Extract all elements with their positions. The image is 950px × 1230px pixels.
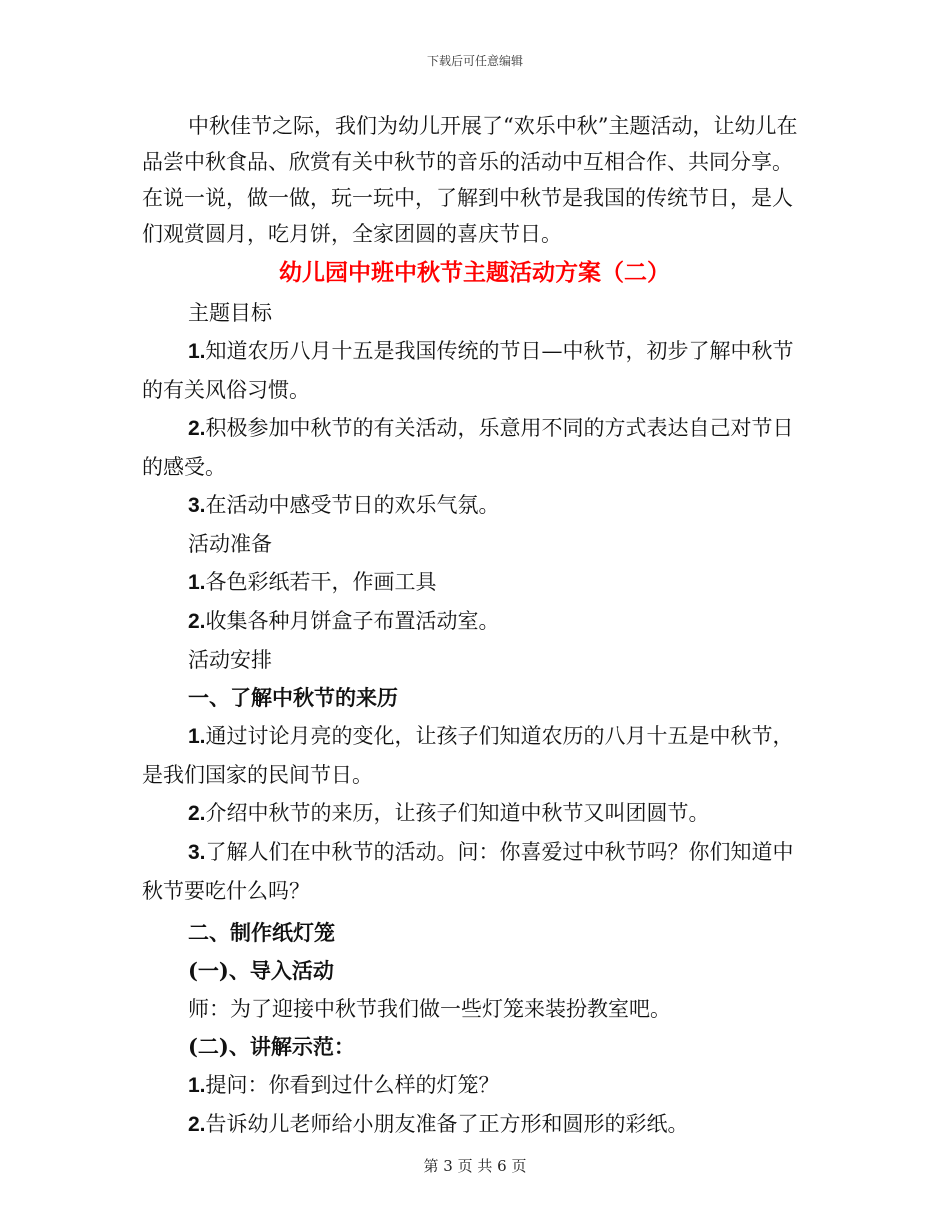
section1-heading: 一、了解中秋节的来历 bbox=[188, 685, 398, 710]
section2-text: 提问：你看到过什么样的灯笼？ bbox=[205, 1073, 500, 1097]
goal-text: 积极参加中秋节的有关活动，乐意用不同的方式表达自己对节日的感受。 bbox=[142, 416, 794, 479]
page-header: 下载后可任意编辑 bbox=[426, 54, 523, 68]
section1-number: 3. bbox=[188, 841, 206, 864]
goal-number: 2. bbox=[188, 417, 206, 440]
section1-item bbox=[142, 833, 807, 910]
arrange-heading: 活动安排 bbox=[188, 648, 272, 672]
section2-text: 告诉幼儿老师给小朋友准备了正方形和圆形的彩纸。 bbox=[205, 1112, 689, 1136]
page-footer: 第 3 页 共 6 页 bbox=[423, 1157, 527, 1175]
section2-number: 1. bbox=[188, 1074, 206, 1097]
prep-heading: 活动准备 bbox=[188, 532, 272, 556]
section1-text: 介绍中秋节的来历，让孩子们知道中秋节又叫团圆节。 bbox=[205, 801, 710, 825]
section1-item bbox=[142, 717, 807, 794]
prep-item bbox=[142, 563, 807, 602]
goal-item bbox=[142, 486, 807, 525]
section1-number: 1. bbox=[188, 725, 206, 748]
goal-number: 1. bbox=[188, 340, 206, 363]
section2-number: 2. bbox=[188, 1113, 206, 1136]
intro-section bbox=[142, 108, 807, 252]
prep-text: 各色彩纸若干，作画工具 bbox=[205, 570, 437, 594]
document-title: 幼儿园中班中秋节主题活动方案（二） bbox=[279, 259, 670, 286]
teacher-line: 师：为了迎接中秋节我们做一些灯笼来装扮教室吧。 bbox=[188, 997, 671, 1021]
prep-number: 1. bbox=[188, 571, 206, 594]
section2-heading: 二、制作纸灯笼 bbox=[188, 920, 335, 945]
section1-text: 了解人们在中秋节的活动。问：你喜爱过中秋节吗？你们知道中秋节要吃什么吗？ bbox=[142, 840, 794, 903]
section2-sub2: (二)、讲解示范： bbox=[188, 1034, 355, 1059]
document-body bbox=[142, 108, 807, 1144]
intro-paragraph: 中秋佳节之际，我们为幼儿开展了“欢乐中秋”主题活动，让幼儿在品尝中秋食品、欣赏有关中秋节的音乐的活动中互相合作、共同分享。在说一说，做一做，玩一玩中，了解到中秋节是我国的传统节日，是人们观赏圆月，吃月饼，全家团圆的喜庆节日。 bbox=[142, 114, 798, 246]
prep-item bbox=[142, 602, 807, 641]
prep-text: 收集各种月饼盒子布置活动室。 bbox=[205, 609, 500, 633]
goal-number: 3. bbox=[188, 494, 206, 517]
goal-item bbox=[142, 409, 807, 486]
section1-number: 2. bbox=[188, 802, 206, 825]
section2-item bbox=[142, 1066, 807, 1105]
section2-sub1: (一)、导入活动 bbox=[188, 958, 334, 983]
goal-text: 知道农历八月十五是我国传统的节日—中秋节，初步了解中秋节的有关风俗习惯。 bbox=[142, 339, 794, 402]
goal-text: 在活动中感受节日的欢乐气氛。 bbox=[205, 493, 500, 517]
section1-item bbox=[142, 794, 807, 833]
section2-item bbox=[142, 1105, 807, 1144]
prep-number: 2. bbox=[188, 610, 206, 633]
goal-item bbox=[142, 332, 807, 409]
goals-heading: 主题目标 bbox=[188, 301, 272, 325]
section1-text: 通过讨论月亮的变化，让孩子们知道农历的八月十五是中秋节，是我们国家的民间节日。 bbox=[142, 724, 794, 787]
